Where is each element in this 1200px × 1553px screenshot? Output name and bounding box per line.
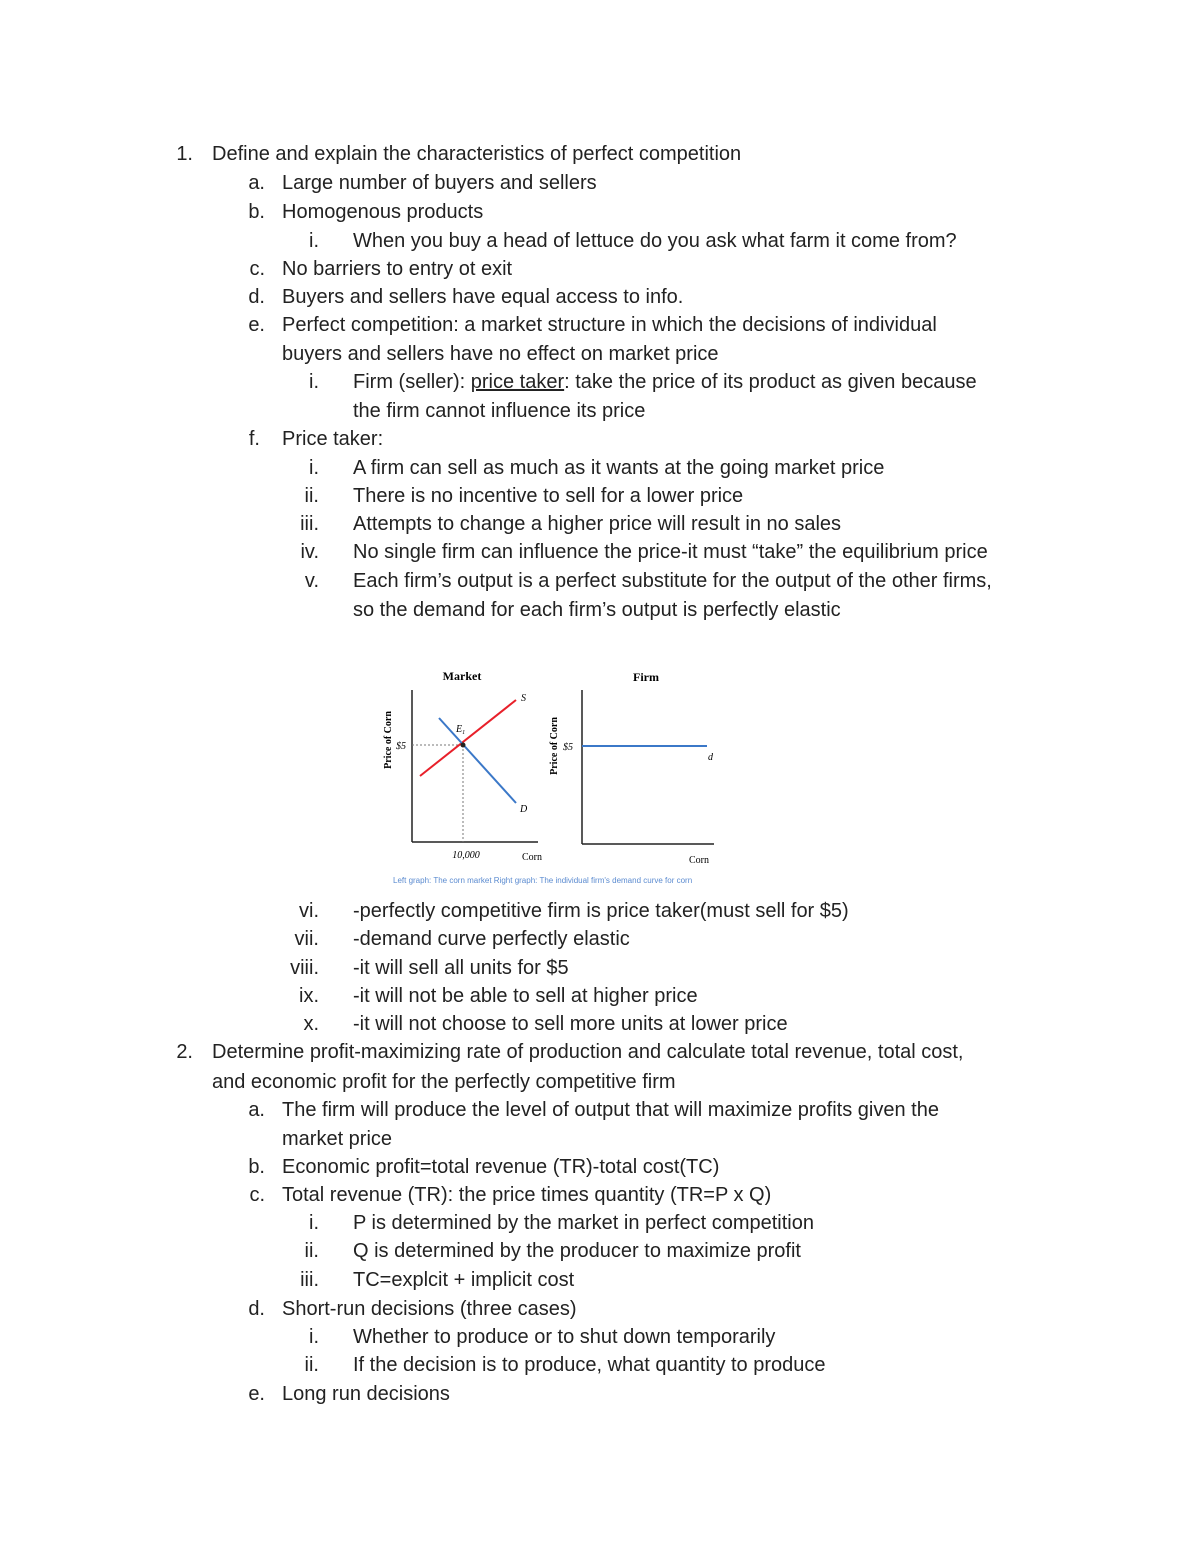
list-text: There is no incentive to sell for a lower price [353,485,744,507]
list-marker: v. [304,570,319,592]
list-text: Determine profit-maximizing rate of production and calculate total revenue, total cost, [212,1041,964,1063]
supply-label: S [521,693,526,704]
list-marker: e. [248,314,265,336]
market-quantity-label: 10,000 [452,850,480,861]
list-text: market price [282,1128,393,1150]
list-text: No single firm can influence the price-it must “take” the equilibrium price [353,541,988,563]
list-text: -it will not be able to sell at higher price [353,985,698,1007]
list-marker: d. [248,286,265,308]
list-text: Short-run decisions (three cases) [282,1298,577,1320]
market-and-firm-figure [370,660,730,875]
firm-y-axis-label: Price of Corn [549,717,560,775]
list-marker: 2. [176,1041,193,1063]
list-marker: i. [309,1212,319,1234]
list-text: No barriers to entry ot exit [282,258,513,280]
firm-demand-label: d [708,752,713,763]
list-text: so the demand for each firm’s output is perfectly elastic [353,599,841,621]
list-text: Price taker: [282,428,384,450]
text-segment: : take the price of its product as given because [564,371,977,393]
market-y-axis-label: Price of Corn [383,711,394,769]
firm-price-label: $5 [563,742,573,753]
list-marker: 1. [176,143,193,165]
list-text: -it will not choose to sell more units at lower price [353,1013,788,1035]
list-marker: viii. [290,957,319,979]
list-text: Large number of buyers and sellers [282,172,597,194]
list-marker: vii. [294,928,319,950]
list-marker: vi. [299,900,319,922]
list-text: Buyers and sellers have equal access to info. [282,286,684,308]
list-text: Whether to produce or to shut down temporarily [353,1326,776,1348]
list-text: Define and explain the characteristics of perfect competition [212,143,742,165]
list-marker: d. [248,1298,265,1320]
list-text: P is determined by the market in perfect competition [353,1212,814,1234]
list-text: Total revenue (TR): the price times quantity (TR=P x Q) [282,1184,772,1206]
list-text: Homogenous products [282,201,484,223]
list-marker: b. [248,201,265,223]
list-text: buyers and sellers have no effect on market price [282,343,719,365]
list-text: The firm will produce the level of output that will maximize profits given the [282,1099,939,1121]
equilibrium-label [455,724,465,736]
list-marker: i. [309,230,319,252]
list-text: -it will sell all units for $5 [353,957,569,979]
list-text: TC=explcit + implicit cost [353,1269,575,1291]
firm-x-axis-label: Corn [689,855,709,866]
list-text: and economic profit for the perfectly competitive firm [212,1071,676,1093]
list-text: Perfect competition: a market structure in which the decisions of individual [282,314,937,336]
list-marker: x. [303,1013,319,1035]
list-text: -demand curve perfectly elastic [353,928,630,950]
market-x-axis-label: Corn [522,852,542,863]
list-marker: a. [248,172,265,194]
list-marker: iii. [300,1269,319,1291]
list-text: Attempts to change a higher price will result in no sales [353,513,842,535]
figure-caption: Left graph: The corn market Right graph: The individual firm's demand curve for corn [393,876,693,885]
list-text: A firm can sell as much as it wants at the going market price [353,457,885,479]
list-text: Long run decisions [282,1383,450,1405]
firm-title: Firm [633,670,659,684]
list-text: the firm cannot influence its price [353,400,646,422]
list-marker: iv. [300,541,319,563]
list-marker: c. [249,258,265,280]
equilibrium-subscript: 1 [462,730,466,736]
equilibrium-letter: E [456,724,463,735]
market-price-label: $5 [396,741,406,752]
list-marker: f. [248,428,260,450]
list-text: Q is determined by the producer to maximize profit [353,1240,801,1262]
market-title: Market [442,669,482,683]
list-marker: c. [249,1184,265,1206]
list-marker: a. [248,1099,265,1121]
list-marker: b. [248,1156,265,1178]
list-text: When you buy a head of lettuce do you ask what farm it come from? [353,230,957,252]
list-marker: e. [248,1383,265,1405]
list-marker: ix. [299,985,319,1007]
equilibrium-point [461,743,466,748]
supply-curve [420,700,516,776]
list-marker: ii. [304,1240,319,1262]
list-text: Economic profit=total revenue (TR)-total cost(TC) [282,1156,720,1178]
list-marker: i. [309,1326,319,1348]
demand-label: D [520,804,528,815]
list-marker: i. [309,371,319,393]
list-marker: iii. [300,513,319,535]
underlined-term: price taker [470,371,565,393]
list-text [353,369,977,395]
list-text: -perfectly competitive firm is price taker(must sell for $5) [353,900,849,922]
list-marker: i. [309,457,319,479]
list-marker: ii. [304,485,319,507]
list-text: If the decision is to produce, what quantity to produce [353,1354,826,1376]
text-segment: Firm (seller): [353,371,471,393]
list-text: Each firm’s output is a perfect substitute for the output of the other firms, [353,570,992,592]
list-marker: ii. [304,1354,319,1376]
